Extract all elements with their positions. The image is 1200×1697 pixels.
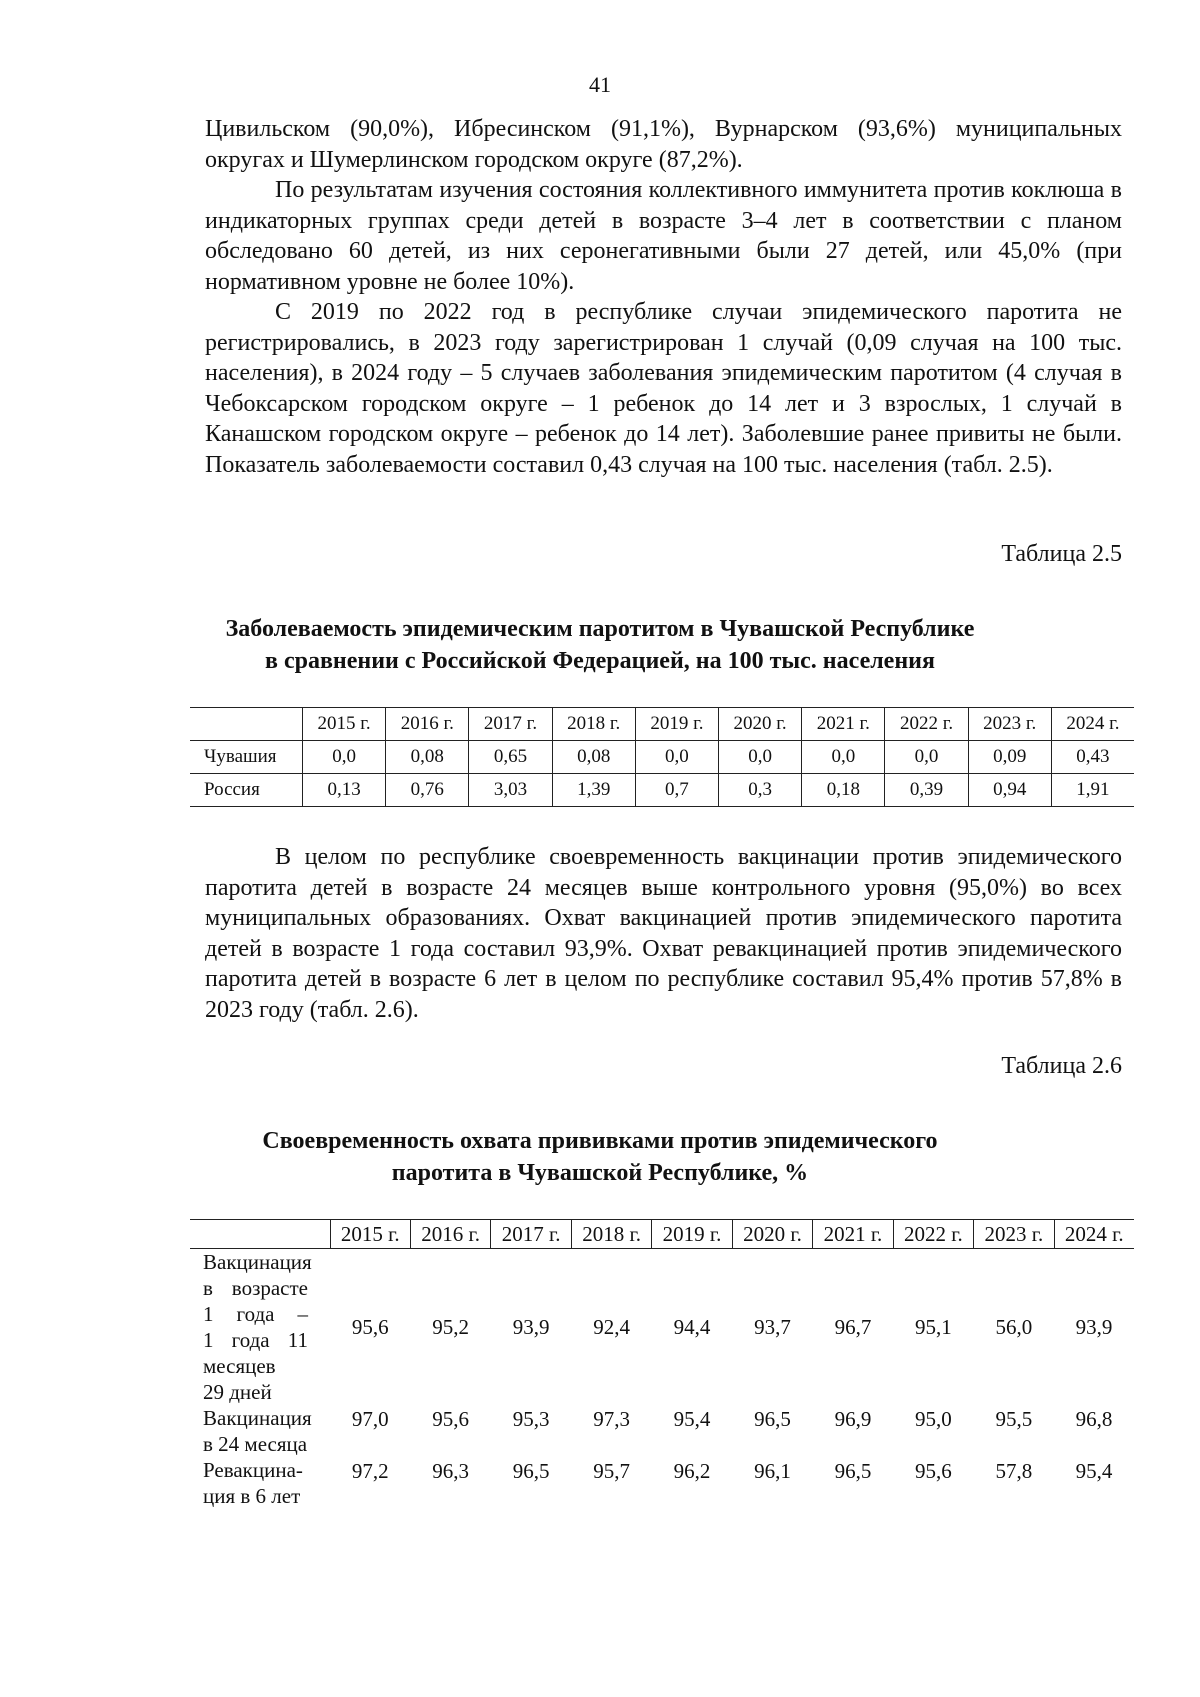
table-cell: 96,2 [673,1459,711,1483]
table-cell: 97,0 [351,1407,389,1431]
row-label [190,1405,330,1457]
text-section-2 [205,842,1122,1025]
row-label-line: 29 дней [203,1380,272,1404]
row-label-line: Вакцинация [203,1250,312,1274]
table-row [190,774,1134,807]
table-cell: 93,9 [1075,1314,1113,1339]
table-cell: 92,4 [593,1314,630,1339]
table-cell: 96,5 [754,1407,791,1431]
table-cell: 3,03 [469,774,552,807]
row-label-line: ция в 6 лет [203,1484,301,1508]
year-header: 2023 г. [968,708,1051,741]
table-cell: 96,3 [432,1459,470,1483]
year-header: 2020 г. [732,1220,812,1249]
year-header: 2016 г. [386,708,469,741]
table-cell: 96,5 [834,1459,872,1483]
table-header-blank [190,708,303,741]
year-header: 2022 г. [885,708,968,741]
table-2-5-title-line: в сравнении с Российской Федерацией, на 100 тыс. населения [265,648,935,674]
table-header-row [190,708,1134,741]
table-2-5-caption: Таблица 2.5 [1001,541,1122,567]
year-header: 2020 г. [719,708,802,741]
table-cell: 94,4 [673,1314,711,1339]
paragraph: С 2019 по 2022 год в республике случаи эпидемического паротита не регистрировались, в 2023 году зарегистрирован 1 случай (0,09 случая на 100 тыс. населения), в 2024 году – 5 случаев заболевания эпидемическим паротитом (4 случая в Чебоксарском городском округе – 1 ребенок до 14 лет и 3 взрослых, 1 случай в Канашском городском округе – ребенок до 14 лет). Заболевшие ранее привиты не были. Показатель заболеваемости составил 0,43 случая на 100 тыс. населения (табл. 2.5). [205,299,1122,478]
table-cell: 1,39 [552,774,635,807]
table-row [190,1457,1134,1509]
year-header: 2015 г. [330,1220,410,1249]
year-header: 2017 г. [491,1220,571,1249]
table-header-row [190,1220,1134,1249]
table-cell: 0,94 [968,774,1051,807]
year-header: 2022 г. [893,1220,973,1249]
vaccination-table [190,1219,1134,1509]
table-cell: 56,0 [995,1314,1033,1339]
table-2-5-title-line: Заболеваемость эпидемическим паротитом в Чувашской Республике [225,616,975,642]
row-label-line: 1 года – [203,1302,308,1326]
year-header: 2023 г. [974,1220,1054,1249]
table-cell: 57,8 [995,1459,1033,1483]
table-cell: 1,91 [1051,774,1134,807]
table-2-6-title-line: Своевременность охвата прививками против эпидемического [262,1128,938,1154]
table-cell: 0,0 [802,741,885,774]
row-label-line: в 24 месяца [203,1432,308,1456]
table-cell: 96,5 [512,1459,550,1483]
table-cell: 96,8 [1075,1407,1113,1431]
table-cell: 0,0 [303,741,386,774]
row-label: Россия [204,779,260,800]
table-cell: 97,2 [351,1459,389,1483]
table-cell: 96,7 [834,1314,872,1339]
row-label-line: 1 года 11 [203,1328,308,1352]
table-cell: 0,65 [469,741,552,774]
table-cell: 0,39 [885,774,968,807]
table-2-6-title-line: паротита в Чувашской Республике, % [391,1160,809,1186]
table-cell: 95,2 [432,1314,470,1339]
table-2-6-title [0,1125,1200,1189]
table-cell: 0,0 [719,741,802,774]
table-cell: 93,9 [512,1314,550,1339]
table-row [190,741,1134,774]
row-label-line: Вакцинация [203,1406,312,1430]
row-label-line: в возрасте [203,1276,308,1300]
year-header: 2018 г. [571,1220,651,1249]
table-cell: 0,09 [968,741,1051,774]
table-cell: 0,08 [552,741,635,774]
table-cell: 0,3 [719,774,802,807]
table-cell: 96,1 [754,1459,791,1483]
table-cell: 95,3 [512,1407,550,1431]
paragraph: Цивильском (90,0%), Ибресинском (91,1%), Вурнарском (93,6%) муниципальных округах и Шумерлинском городском округе (87,2%). [205,116,1122,173]
row-label-line: месяцев [203,1354,276,1378]
table-cell: 0,7 [635,774,718,807]
row-label [190,1457,330,1509]
table-cell: 95,6 [351,1314,389,1339]
year-header: 2019 г. [652,1220,732,1249]
table-cell: 95,4 [1075,1459,1113,1483]
year-header: 2015 г. [303,708,386,741]
year-header: 2024 г. [1054,1220,1134,1249]
table-cell: 0,0 [635,741,718,774]
year-header: 2017 г. [469,708,552,741]
table-row [190,1405,1134,1457]
table-2-5-title [0,613,1200,677]
incidence-table [190,707,1134,807]
table-cell: 95,4 [673,1407,711,1431]
year-header: 2019 г. [635,708,718,741]
year-header: 2018 г. [552,708,635,741]
table-cell: 97,3 [593,1407,630,1431]
text-section-1 [205,114,1122,480]
table-cell: 0,76 [386,774,469,807]
table-2-6-caption: Таблица 2.6 [1001,1053,1122,1079]
year-header: 2016 г. [410,1220,490,1249]
table-cell: 0,43 [1051,741,1134,774]
table-cell: 95,7 [593,1459,630,1483]
table-header-blank [190,1220,330,1249]
row-label [190,1249,330,1406]
page-number: 41 [589,72,611,97]
table-row [190,1249,1134,1406]
table-cell: 95,1 [915,1314,952,1339]
table-cell: 0,08 [386,741,469,774]
year-header: 2024 г. [1051,708,1134,741]
table-cell: 95,6 [915,1459,952,1483]
row-label: Чувашия [204,746,277,767]
table-cell: 95,0 [915,1407,952,1431]
table-cell: 95,6 [432,1407,470,1431]
paragraph: По результатам изучения состояния коллективного иммунитета против коклюша в индикаторных группах среди детей в возрасте 3–4 лет в соответствии с планом обследовано 60 детей, из них серонегативными были 27 детей, или 45,0% (при нормативном уровне не более 10%). [205,177,1122,295]
table-cell: 95,5 [995,1407,1033,1431]
table-cell: 0,13 [303,774,386,807]
year-header: 2021 г. [813,1220,893,1249]
table-cell: 93,7 [754,1314,791,1339]
paragraph: В целом по республике своевременность вакцинации против эпидемического паротита детей в возрасте 24 месяцев выше контрольного уровня (95,0%) во всех муниципальных образованиях. Охват вакцинацией против эпидемического паротита детей в возрасте 1 года составил 93,9%. Охват ревакцинацией против эпидемического паротита детей в возрасте 6 лет в целом по республике составил 95,4% против 57,8% в 2023 году (табл. 2.6). [205,844,1122,1023]
year-header: 2021 г. [802,708,885,741]
table-cell: 0,18 [802,774,885,807]
row-label-line: Ревакцина- [203,1458,303,1482]
table-cell: 96,9 [834,1407,872,1431]
table-cell: 0,0 [885,741,968,774]
